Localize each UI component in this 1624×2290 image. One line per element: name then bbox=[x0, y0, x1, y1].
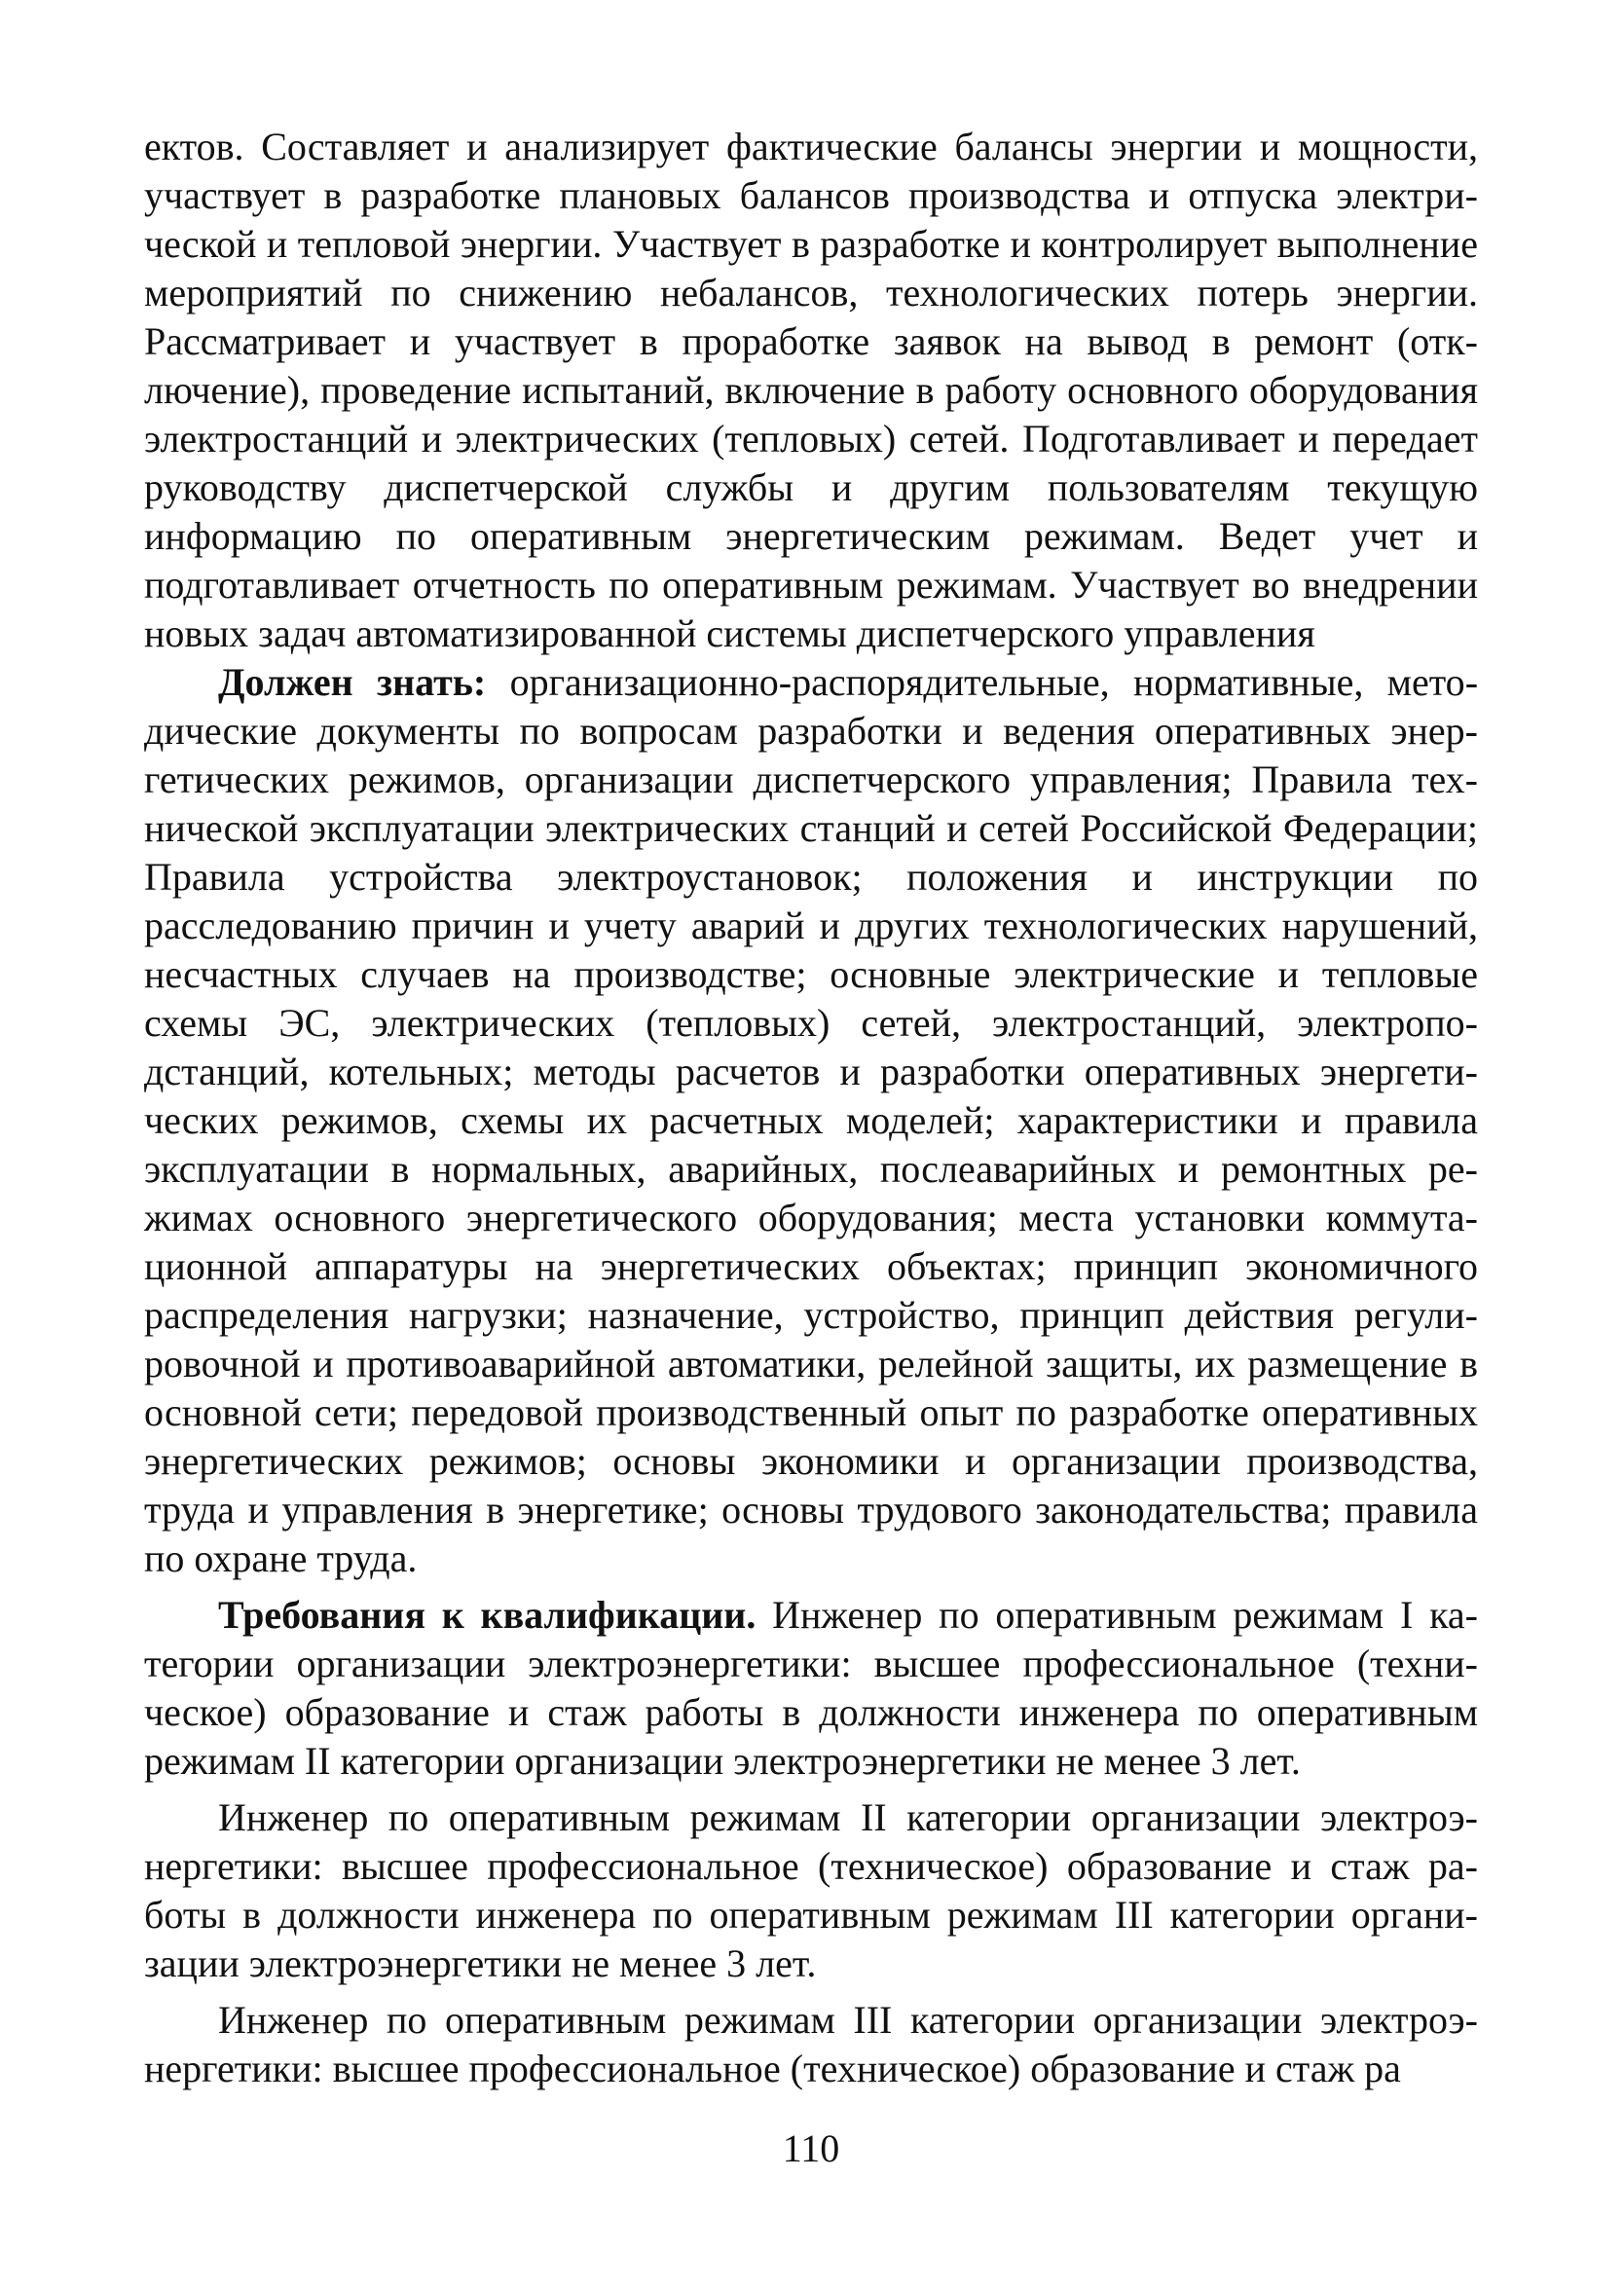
paragraph-text: Инженер по оперативным режимам I категории организации электроэнергетики: высшее профессиональное (техническое) образование и стаж работы в должности инженера по оперативным режимам II категории организации электроэнергетики не менее 3 лет. bbox=[144, 1593, 1478, 1783]
paragraph-text: Инженер по оперативным режимам III категории организации электроэнергетики: высшее профессиональное (техническое) образование и стаж ра bbox=[144, 1998, 1478, 2090]
paragraph-must-know bbox=[144, 658, 1478, 1583]
paragraph-label: Должен знать: bbox=[218, 660, 487, 704]
page-number: 110 bbox=[782, 2126, 840, 2170]
paragraph-category-3 bbox=[144, 1996, 1478, 2093]
document-page bbox=[144, 123, 1478, 2206]
paragraph-category-2 bbox=[144, 1793, 1478, 1988]
paragraph-label: Требования к квалификации. bbox=[218, 1593, 757, 1637]
paragraph-text: Инженер по оперативным режимам II категории организации электроэнергетики: высшее профессиональное (техническое) образование и стаж работы в должности инженера по оперативным режимам III категории организации электроэнергетики не менее 3 лет. bbox=[144, 1795, 1478, 1985]
paragraph-qualification-requirements bbox=[144, 1591, 1478, 1786]
paragraph-text: ектов. Составляет и анализирует фактические балансы энергии и мощности, участвует в разработке плановых балансов производства и отпуска электрической и тепловой энергии. Участвует в разработке и контролирует выполнение мероприятий по снижению небалансов, технологических потерь энергии. Рассматривает и участвует в проработке заявок на вывод в ремонт (отключение), проведение испытаний, включение в работу основного оборудования электростанций и электрических (тепловых) сетей. Подготавливает и передает руководству диспетчерской службы и другим пользователям текущую информацию по оперативным энергетическим режимам. Ведет учет и подготавливает отчетность по оперативным режимам. Участвует во внедрении новых задач автоматизированной системы диспетчерского управления bbox=[144, 125, 1478, 655]
paragraph-text: организационно-распорядительные, нормативные, методические документы по вопросам разработки и ведения оперативных энергетических режимов, организации диспетчерского управления; Правила технической эксплуатации электрических станций и сетей Российской Федерации; Правила устройства электроустановок; положения и инструкции по расследованию причин и учету аварий и других технологических нарушений, несчастных случаев на производстве; основные электрические и тепловые схемы ЭС, электрических (тепловых) сетей, электростанций, электроподстанций, котельных; методы расчетов и разработки оперативных энергетических режимов, схемы их расчетных моделей; характеристики и правила эксплуатации в нормальных, аварийных, послеаварийных и ремонтных режимах основного энергетического оборудования; места установки коммутационной аппаратуры на энергетических объектах; принцип экономичного распределения нагрузки; назначение, устройство, принцип действия регулировочной и противоаварийной автоматики, релейной защиты, их размещение в основной сети; передовой производственный опыт по разработке оперативных энергетических режимов; основы экономики и организации производства, труда и управления в энергетике; основы трудового законодательства; правила по охране труда. bbox=[144, 660, 1479, 1580]
paragraph-duties-continuation bbox=[144, 123, 1478, 658]
